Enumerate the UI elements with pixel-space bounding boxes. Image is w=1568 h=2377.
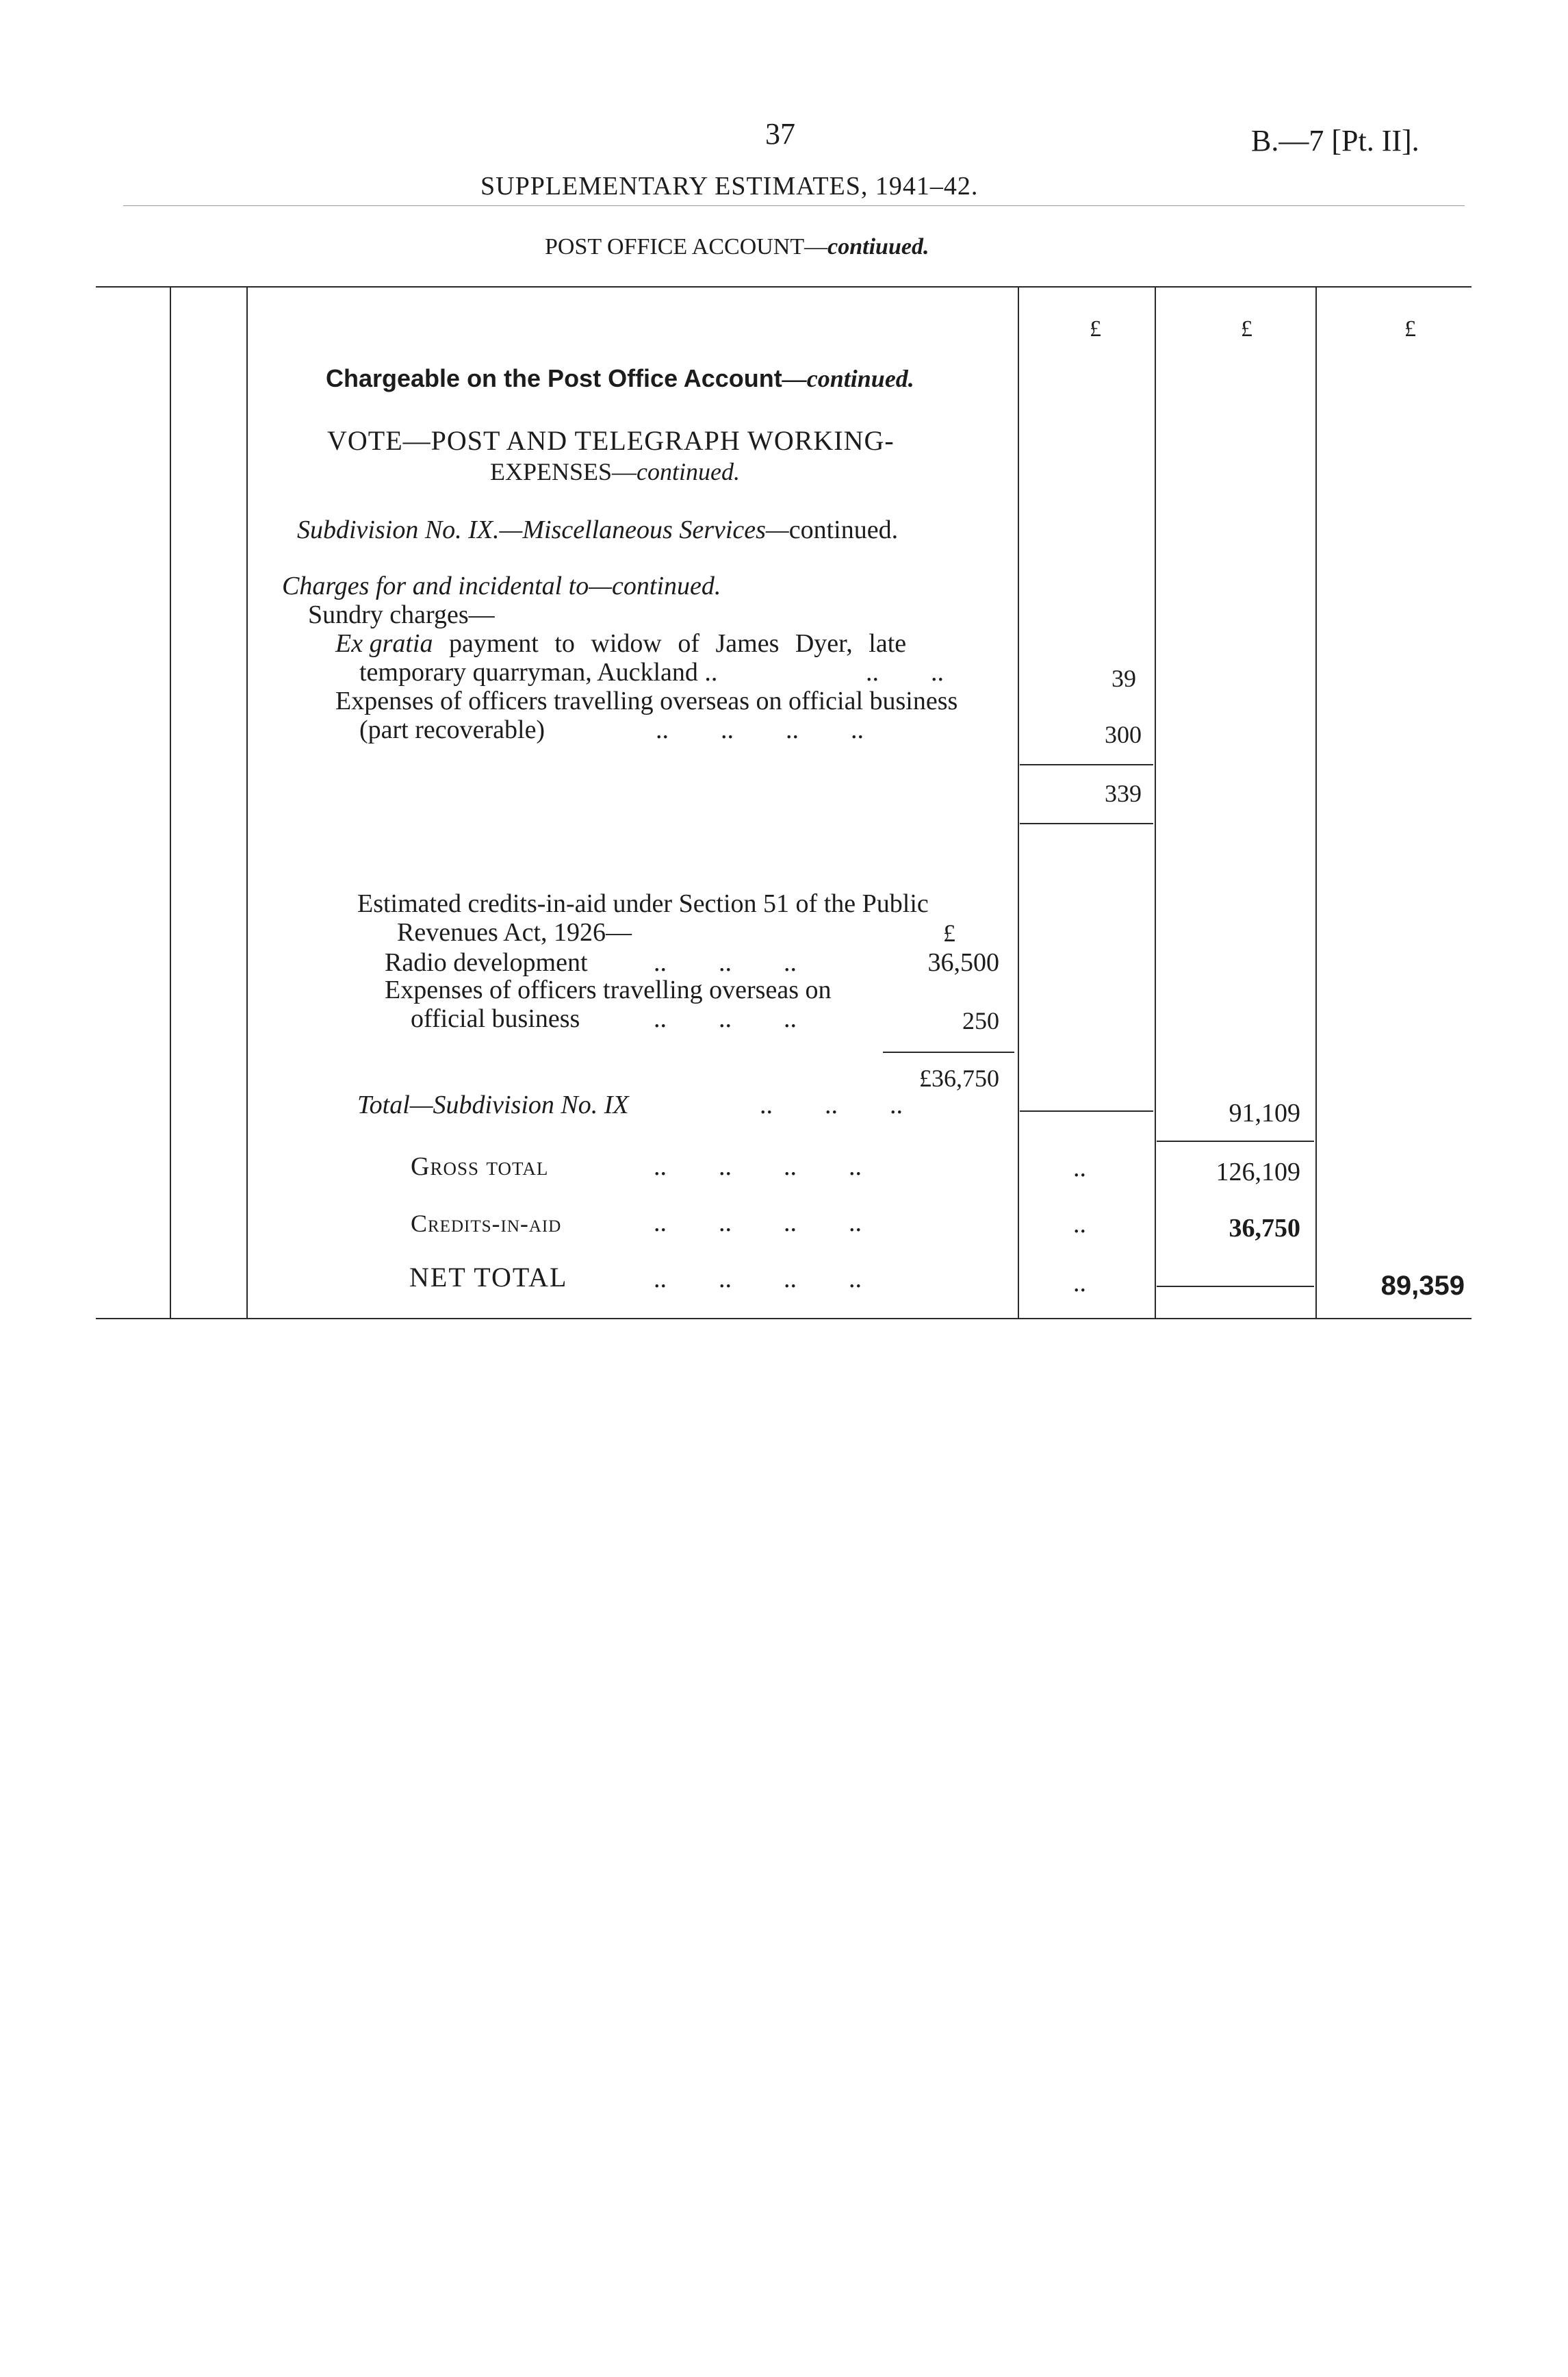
column-rule-3 xyxy=(1315,286,1317,1319)
radio-development-label: Radio development xyxy=(385,948,588,977)
credits-expenses-line-2: official business xyxy=(411,1004,580,1033)
subdivision-heading-continued: continued. xyxy=(788,516,899,544)
credits-expenses-amount: 250 xyxy=(962,1007,999,1034)
chargeable-heading-text: Chargeable on the Post Office Account xyxy=(326,364,782,392)
credits-in-aid-label: Credits-in-aid xyxy=(411,1210,562,1237)
column-header-1: £ xyxy=(1090,316,1101,342)
sundry-charges-label: Sundry charges— xyxy=(308,600,495,629)
gross-total-col1-leaders: .. xyxy=(1073,1154,1086,1182)
subtotal-amount: 339 xyxy=(1105,780,1142,807)
ex-gratia-amount: 39 xyxy=(1111,665,1136,692)
chargeable-heading-continued: —continued. xyxy=(782,365,914,392)
subtotal-bottom-rule xyxy=(1020,823,1153,824)
credits-pound-sign: £ xyxy=(943,919,955,947)
ex-gratia-line-1 xyxy=(335,628,1003,659)
officers-expenses-leaders: .. .. .. .. xyxy=(656,715,864,744)
title-rule xyxy=(123,205,1465,206)
ex-gratia-line-2: temporary quarryman, Auckland .. xyxy=(359,658,718,687)
credits-total-rule xyxy=(883,1052,1014,1053)
account-heading-text: POST OFFICE ACCOUNT— xyxy=(545,234,828,259)
vote-heading-line-2 xyxy=(490,457,740,486)
column-header-3: £ xyxy=(1404,316,1416,342)
officers-expenses-amount: 300 xyxy=(1105,721,1142,748)
net-total-amount: 89,359 xyxy=(1380,1271,1465,1301)
net-total-rule xyxy=(1157,1286,1314,1287)
chargeable-heading xyxy=(326,364,914,393)
credits-in-aid-leaders: .. .. .. .. xyxy=(654,1208,862,1237)
page-number: 37 xyxy=(765,117,795,151)
document-reference: B.—7 [Pt. II]. xyxy=(1251,124,1419,157)
net-total-leaders: .. .. .. .. xyxy=(654,1264,862,1293)
vote-heading-continued: continued. xyxy=(637,458,740,485)
ex-gratia-italic: Ex gratia xyxy=(335,629,433,658)
charges-for-heading: Charges for and incidental to—continued. xyxy=(282,572,721,600)
left-margin-rule-2 xyxy=(246,286,248,1319)
credits-in-aid-amount: 36,750 xyxy=(1229,1214,1300,1243)
officers-expenses-line-1: Expenses of officers travelling overseas on official business xyxy=(335,687,958,715)
left-margin-rule-1 xyxy=(170,286,171,1319)
column-rule-1 xyxy=(1018,286,1019,1319)
table-top-rule xyxy=(96,286,1471,288)
subdivision-total-leaders: .. .. .. xyxy=(760,1091,903,1119)
credits-heading-line-1: Estimated credits-in-aid under Section 51 of the Public xyxy=(357,889,929,918)
gross-total-amount: 126,109 xyxy=(1216,1158,1300,1186)
gross-total-label: Gross total xyxy=(411,1152,549,1181)
credits-total-amount: £36,750 xyxy=(919,1065,999,1092)
subdivision-heading xyxy=(297,515,898,545)
document-title: SUPPLEMENTARY ESTIMATES, 1941–42. xyxy=(480,172,979,201)
credits-in-aid-col1-leaders: .. xyxy=(1073,1210,1086,1238)
gross-total-top-rule xyxy=(1157,1141,1314,1142)
subdivision-total-rule xyxy=(1020,1110,1153,1112)
column-rule-2 xyxy=(1155,286,1156,1319)
vote-heading-line-1: VOTE—POST AND TELEGRAPH WORKING- xyxy=(327,425,895,456)
table-bottom-rule xyxy=(96,1318,1471,1319)
credits-expenses-leaders: .. .. .. xyxy=(654,1004,797,1033)
ex-gratia-text: payment to widow of James Dyer, late xyxy=(433,629,907,658)
column-header-2: £ xyxy=(1241,316,1252,342)
account-heading xyxy=(545,234,929,260)
net-total-label: NET TOTAL xyxy=(409,1262,568,1293)
subdivision-heading-italic: Subdivision No. IX.—Miscellaneous Services— xyxy=(297,516,789,544)
radio-development-leaders: .. .. .. xyxy=(654,948,797,977)
credits-expenses-line-1: Expenses of officers travelling overseas on xyxy=(385,976,832,1004)
subdivision-total-label: Total—Subdivision No. IX xyxy=(357,1091,629,1119)
vote-heading-expenses: EXPENSES— xyxy=(490,458,637,485)
radio-development-amount: 36,500 xyxy=(927,948,999,977)
ex-gratia-leaders: .. .. xyxy=(866,658,944,687)
subdivision-total-amount: 91,109 xyxy=(1229,1099,1300,1128)
officers-expenses-line-2: (part recoverable) xyxy=(359,715,545,744)
account-heading-continued: contiuued. xyxy=(827,234,929,259)
gross-total-leaders: .. .. .. .. xyxy=(654,1152,862,1181)
net-total-col1-leaders: .. xyxy=(1073,1269,1086,1297)
subtotal-rule xyxy=(1020,764,1153,765)
credits-heading-line-2: Revenues Act, 1926— xyxy=(397,918,632,947)
